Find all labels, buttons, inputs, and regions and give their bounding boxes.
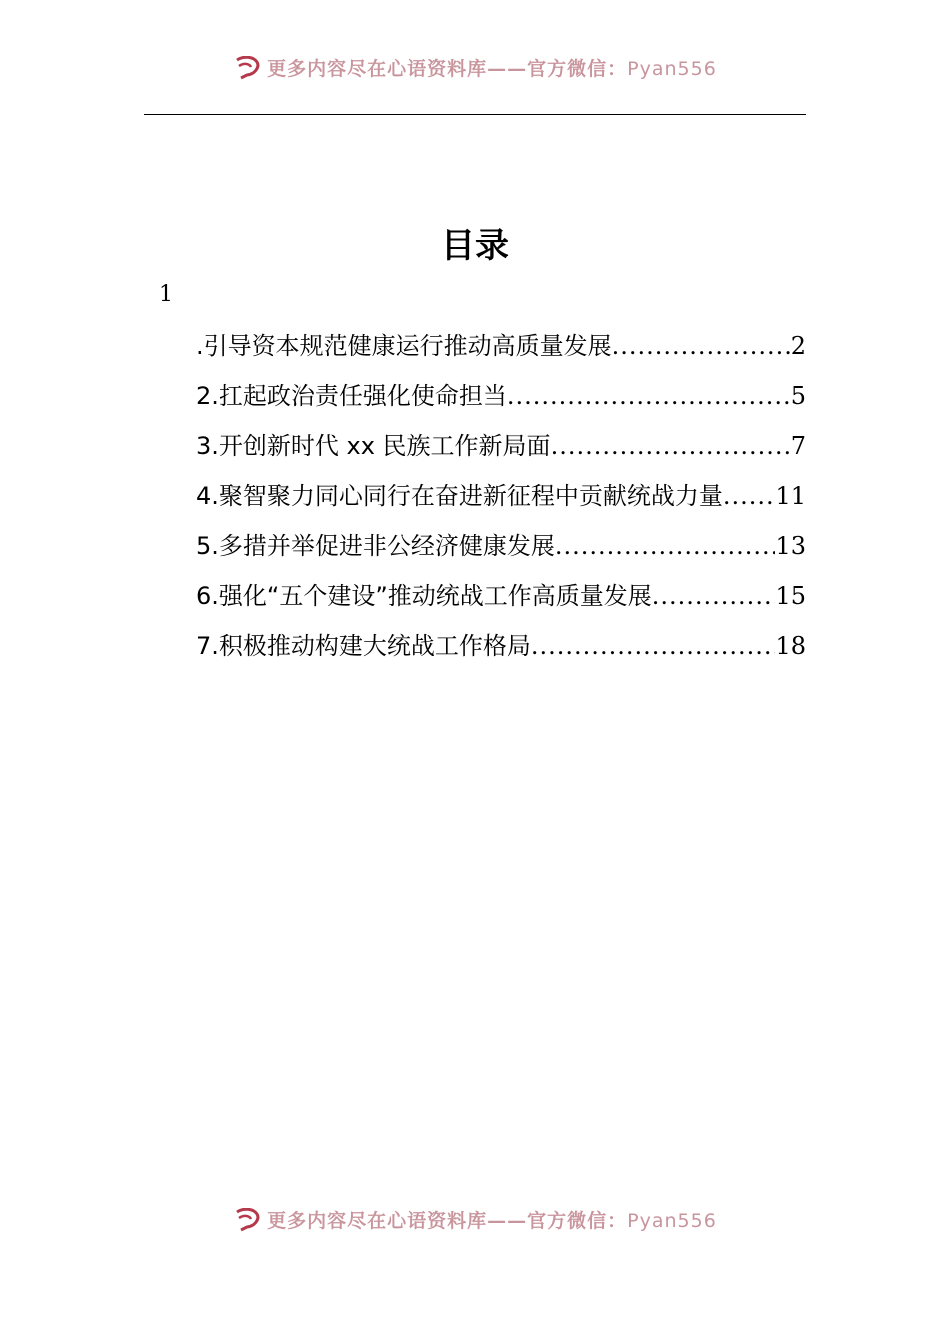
stray-number: 1 <box>159 282 173 307</box>
toc-leader-dots <box>507 382 791 410</box>
toc-leader-dots <box>652 582 776 610</box>
toc-entry[interactable] <box>196 326 806 376</box>
watermark-header <box>0 56 950 86</box>
toc-entry-title: 5.多措并举促进非公经济健康发展 <box>196 532 555 560</box>
toc-entry[interactable] <box>196 526 806 576</box>
toc-entry-page: 5 <box>790 382 806 410</box>
toc-entry-title: 7.积极推动构建大统战工作格局 <box>196 632 531 660</box>
toc-entry-page: 18 <box>775 632 806 660</box>
toc-entry-page: 2 <box>790 332 806 360</box>
toc-entry[interactable] <box>196 576 806 626</box>
header-rule <box>144 114 806 115</box>
toc-entry-page: 15 <box>775 582 806 610</box>
toc-entry-page: 7 <box>790 432 806 460</box>
toc-entry-page: 13 <box>775 532 806 560</box>
toc-leader-dots <box>531 632 776 660</box>
toc-leader-dots <box>551 432 791 460</box>
toc-entry[interactable] <box>196 376 806 426</box>
toc-leader-dots <box>612 332 791 360</box>
toc-entry-page: 11 <box>775 482 806 510</box>
toc-entry[interactable] <box>196 426 806 476</box>
toc-leader-dots <box>555 532 776 560</box>
toc-entry-title: 3.开创新时代 xx 民族工作新局面 <box>196 432 551 460</box>
toc-leader-dots <box>723 482 776 510</box>
watermark-text: 更多内容尽在心语资料库——官方微信：Pyan556 <box>267 1209 717 1232</box>
toc-entry[interactable] <box>196 476 806 526</box>
toc-entry-title: .引导资本规范健康运行推动高质量发展 <box>196 332 612 360</box>
table-of-contents <box>196 326 806 676</box>
toc-entry[interactable] <box>196 626 806 676</box>
watermark-text: 更多内容尽在心语资料库——官方微信：Pyan556 <box>267 57 717 80</box>
page-title: 目录 <box>441 226 509 266</box>
toc-entry-title: 6.强化“五个建设”推动统战工作高质量发展 <box>196 582 652 610</box>
logo-icon <box>233 1208 261 1232</box>
watermark-footer <box>0 1208 950 1238</box>
toc-entry-title: 2.扛起政治责任强化使命担当 <box>196 382 507 410</box>
toc-entry-title: 4.聚智聚力同心同行在奋进新征程中贡献统战力量 <box>196 482 723 510</box>
logo-icon <box>233 56 261 80</box>
